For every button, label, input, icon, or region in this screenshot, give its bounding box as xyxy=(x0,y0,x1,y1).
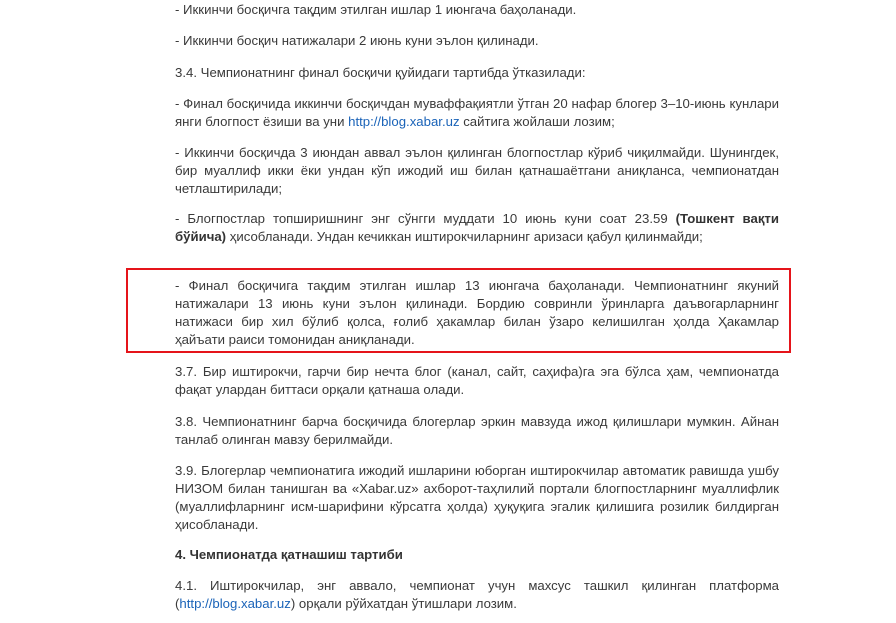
paragraph-3-7: 3.7. Бир иштирокчи, гарчи бир нечта блог (канал, сайт, саҳифа)га эга бўлса ҳам, чемпионатда фақат улардан биттаси орқали қатнаша олади. xyxy=(175,364,779,397)
paragraph-text: ) орқали рўйхатдан ўтишлари лозим. xyxy=(290,596,517,611)
paragraph-text: 4.1. Иштирокчилар, энг аввало, чемпионат учун махсус ташкил қилинган платформа ( xyxy=(175,578,779,611)
blog-link[interactable]: http://blog.xabar.uz xyxy=(348,114,460,129)
platform-link[interactable]: http://blog.xabar.uz xyxy=(179,596,291,611)
paragraph-4-1 xyxy=(175,577,779,613)
paragraph-text: - Финал босқичида иккинчи босқичдан муваффақиятли ўтган 20 нафар блогер 3–10-июнь кунлари янги блогпост ёзиши ва уни xyxy=(175,96,779,129)
paragraph-stage2-rules: - Иккинчи босқичда 3 июндан аввал эълон қилинган блогпостлар кўриб чиқилмайди. Шунингдек, бир муаллиф икки ёки ундан кўп ижодий иш билан қатнашаётгани аниқланса, чемпионатдан четлаштирилади; xyxy=(175,145,779,196)
paragraph-text: - Блогпостлар топширишнинг энг сўнгги муддати 10 июнь куни соат 23.59 xyxy=(175,211,676,226)
paragraph-3-9: 3.9. Блогерлар чемпионатига ижодий ишларини юборган иштирокчилар автоматик равишда ушбу НИЗОМ билан танишган ва «Xabar.uz» ахборот-таҳлилий портали блогпостларнинг муаллифлик (муаллифларнинг исм-шарифини кўрсатга ҳолда) ҳуқуқига эгалик қилишига розилик билдирган ҳисобланади. xyxy=(175,463,779,532)
section-heading-4: 4. Чемпионатда қатнашиш тартиби xyxy=(175,547,403,562)
paragraph-deadline xyxy=(175,210,779,246)
paragraph-3-4: 3.4. Чемпионатнинг финал босқичи қуйидаги тартибда ўтказилади: xyxy=(175,65,586,80)
paragraph-text: ҳисобланади. Ундан кечиккан иштирокчиларнинг аризаси қабул қилинмайди; xyxy=(226,229,703,244)
paragraph-stage2-results: - Иккинчи босқич натижалари 2 июнь куни эълон қилинади. xyxy=(175,33,539,48)
paragraph-stage2-evaluation: - Иккинчи босқичга тақдим этилган ишлар 1 июнгача баҳоланади. xyxy=(175,2,577,17)
bold-text: (Тошкент вақти бўйича) xyxy=(175,211,779,244)
paragraph-3-8: 3.8. Чемпионатнинг барча босқичида блогерлар эркин мавзуда ижод қилишлари мумкин. Айнан танлаб олинган мавзу берилмайди. xyxy=(175,414,779,447)
highlight-box xyxy=(126,268,791,353)
paragraph-text: сайтига жойлаши лозим; xyxy=(459,114,615,129)
paragraph-final-evaluation: - Финал босқичига тақдим этилган ишлар 13 июнгача баҳоланади. Чемпионатнинг якуний натижалари 13 июнь куни эълон қилинади. Бордию совринли ўринларга даъвогарларнинг натижаси бир хил бўлиб қолса, ғолиб ҳакамлар билан ўзаро келишилган ҳолда Ҳакамлар ҳайъати раиси томонидан аниқланади. xyxy=(175,278,779,347)
paragraph-final-stage xyxy=(175,95,779,131)
